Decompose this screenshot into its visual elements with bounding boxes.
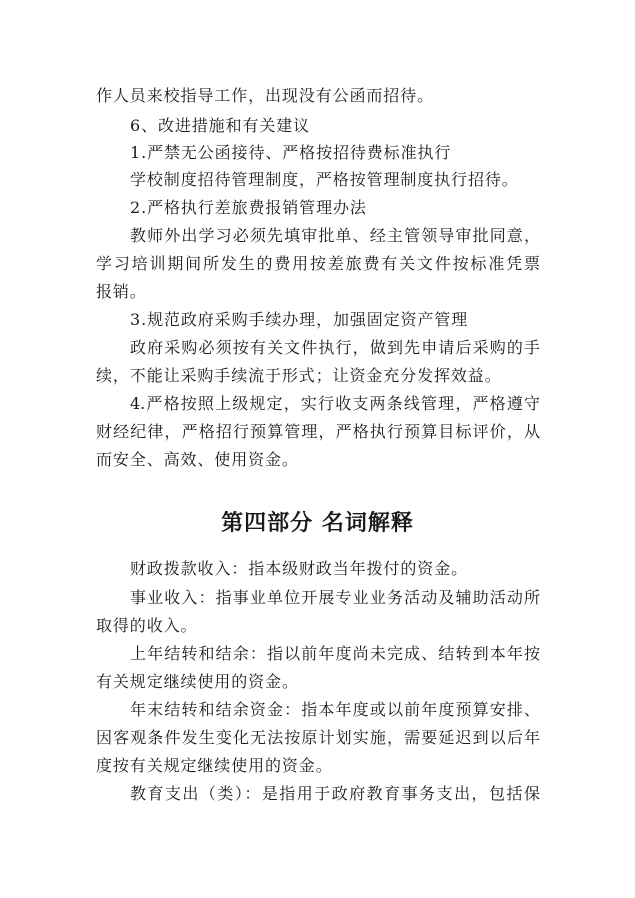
glossary-line: 年末结转和结余资金：指本年度或以前年度预算安排、: [130, 700, 540, 719]
section-subtitle: 6、改进措施和有关建议: [130, 116, 311, 135]
paragraph-line: 财经纪律，严格招行预算管理，严格执行预算目标评价，从: [96, 422, 540, 441]
section-heading: 第四部分 名词解释: [221, 511, 414, 536]
paragraph-line: 而安全、高效、使用资金。: [96, 450, 299, 469]
glossary-line: 事业收入：指事业单位开展专业业务活动及辅助活动所: [130, 588, 540, 607]
paragraph-line: 政府采购必须按有关文件执行，做到先申请后采购的手: [130, 338, 540, 357]
measure-title: 2.严格执行差旅费报销管理办法: [130, 198, 367, 217]
glossary-line: 有关规定继续使用的资金。: [96, 672, 299, 691]
measure-title: 3.规范政府采购手续办理，加强固定资产管理: [130, 310, 469, 329]
paragraph-line: 学习培训期间所发生的费用按差旅费有关文件按标准凭票: [96, 254, 540, 273]
glossary-line: 因客观条件发生变化无法按原计划实施，需要延迟到以后年: [96, 728, 540, 747]
glossary-line: 上年结转和结余：指以前年度尚未完成、结转到本年按: [130, 644, 540, 663]
paragraph-line: 续，不能让采购手续流于形式；让资金充分发挥效益。: [96, 366, 502, 385]
paragraph-line: 学校制度招待管理制度，严格按管理制度执行招待。: [130, 170, 519, 189]
paragraph-line: 报销。: [96, 282, 147, 301]
glossary-line: 度按有关规定继续使用的资金。: [96, 756, 333, 775]
glossary-line: 取得的收入。: [96, 616, 198, 635]
measure-title: 1.严禁无公函接待、严格按招待费标准执行: [130, 143, 452, 162]
paragraph-line: 作人员来校指导工作，出现没有公函而招待。: [96, 86, 435, 105]
glossary-line: 财政拨款收入：指本级财政当年拨付的资金。: [130, 559, 469, 578]
glossary-line: 教育支出（类）：是指用于政府教育事务支出，包括保: [130, 784, 540, 803]
measure-title: 4.严格按照上级规定，实行收支两条线管理，严格遵守: [130, 394, 540, 413]
paragraph-line: 教师外出学习必须先填审批单、经主管领导审批同意，: [130, 226, 540, 245]
